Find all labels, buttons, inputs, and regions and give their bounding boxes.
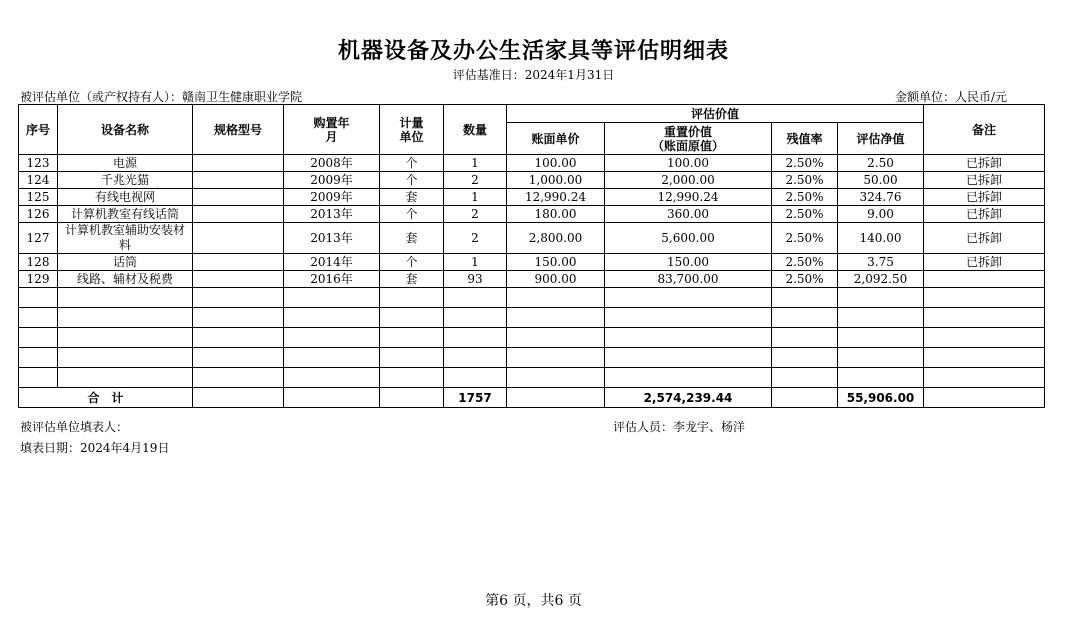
cell-rate: 2.50% <box>772 206 838 223</box>
total-note <box>924 388 1045 408</box>
cell-price: 2,800.00 <box>507 223 605 254</box>
cell-date: 2013年 <box>284 223 380 254</box>
cell-note: 已拆卸 <box>924 155 1045 172</box>
cell-price: 180.00 <box>507 206 605 223</box>
cell-rate: 2.50% <box>772 155 838 172</box>
cell-spec <box>193 254 284 271</box>
cell-note: 已拆卸 <box>924 189 1045 206</box>
cell-note: 已拆卸 <box>924 254 1045 271</box>
cell-net: 2,092.50 <box>838 271 924 288</box>
cell-replace: 5,600.00 <box>605 223 772 254</box>
total-qty: 1757 <box>444 388 507 408</box>
fill-date: 填表日期：2024年4月19日 <box>20 441 170 455</box>
cell-seq: 129 <box>19 271 58 288</box>
header-residual-rate: 残值率 <box>772 123 838 155</box>
cell-qty: 1 <box>444 254 507 271</box>
cell-qty: 93 <box>444 271 507 288</box>
header-replacement-value <box>605 123 772 155</box>
cell-qty: 2 <box>444 223 507 254</box>
cell-price: 100.00 <box>507 155 605 172</box>
cell-name: 千兆光猫 <box>58 172 193 189</box>
header-unit: 计量单位 <box>380 105 444 155</box>
empty-row <box>19 368 1045 388</box>
cell-net: 9.00 <box>838 206 924 223</box>
cell-rate: 2.50% <box>772 172 838 189</box>
cell-name: 计算机教室有线话筒 <box>58 206 193 223</box>
header-net-value: 评估净值 <box>838 123 924 155</box>
cell-unit: 个 <box>380 254 444 271</box>
equipment-detail-table <box>18 104 1045 408</box>
cell-price: 900.00 <box>507 271 605 288</box>
cell-seq: 127 <box>19 223 58 254</box>
cell-seq: 125 <box>19 189 58 206</box>
empty-row <box>19 328 1045 348</box>
table-row <box>19 172 1045 189</box>
total-price <box>507 388 605 408</box>
cell-replace: 100.00 <box>605 155 772 172</box>
empty-row <box>19 288 1045 308</box>
cell-net: 3.75 <box>838 254 924 271</box>
cell-unit: 套 <box>380 223 444 254</box>
empty-row <box>19 308 1045 328</box>
total-net: 55,906.00 <box>838 388 924 408</box>
cell-name: 计算机教室辅助安装材料 <box>58 223 193 254</box>
header-seq: 序号 <box>19 105 58 155</box>
empty-row <box>19 348 1045 368</box>
table-row <box>19 271 1045 288</box>
cell-name: 电源 <box>58 155 193 172</box>
table-row <box>19 254 1045 271</box>
cell-qty: 1 <box>444 189 507 206</box>
cell-replace: 2,000.00 <box>605 172 772 189</box>
cell-date: 2009年 <box>284 172 380 189</box>
cell-spec <box>193 271 284 288</box>
table-row <box>19 189 1045 206</box>
cell-spec <box>193 172 284 189</box>
cell-note: 已拆卸 <box>924 206 1045 223</box>
page-number: 第6 页，共6 页 <box>485 593 582 609</box>
cell-unit: 套 <box>380 271 444 288</box>
cell-unit: 个 <box>380 155 444 172</box>
cell-spec <box>193 223 284 254</box>
cell-qty: 2 <box>444 206 507 223</box>
total-replace: 2,574,239.44 <box>605 388 772 408</box>
valuation-base-date: 评估基准日：2024年1月31日 <box>452 68 615 82</box>
total-rate <box>772 388 838 408</box>
header-spec: 规格型号 <box>193 105 284 155</box>
header-replacement-line1: 重置价值 <box>663 124 712 139</box>
header-note: 备注 <box>924 105 1045 155</box>
cell-seq: 126 <box>19 206 58 223</box>
cell-date: 2016年 <box>284 271 380 288</box>
cell-date: 2013年 <box>284 206 380 223</box>
header-eval-group: 评估价值 <box>507 105 924 123</box>
cell-note <box>924 271 1045 288</box>
cell-net: 50.00 <box>838 172 924 189</box>
cell-name: 有线电视网 <box>58 189 193 206</box>
cell-seq: 128 <box>19 254 58 271</box>
cell-net: 324.76 <box>838 189 924 206</box>
cell-rate: 2.50% <box>772 271 838 288</box>
cell-date: 2014年 <box>284 254 380 271</box>
cell-note: 已拆卸 <box>924 172 1045 189</box>
table-row <box>19 206 1045 223</box>
assessor-names: 评估人员：李龙宇、杨洋 <box>613 420 746 434</box>
total-spec <box>193 388 284 408</box>
table-row <box>19 155 1045 172</box>
assessed-unit: 被评估单位（或产权持有人）：赣南卫生健康职业学院 <box>20 90 303 104</box>
cell-replace: 150.00 <box>605 254 772 271</box>
cell-seq: 124 <box>19 172 58 189</box>
page-title: 机器设备及办公生活家具等评估明细表 <box>337 39 729 64</box>
cell-spec <box>193 206 284 223</box>
cell-spec <box>193 155 284 172</box>
cell-qty: 2 <box>444 172 507 189</box>
currency-unit: 金额单位：人民币/元 <box>894 90 1007 104</box>
total-date <box>284 388 380 408</box>
total-row <box>19 388 1045 408</box>
cell-qty: 1 <box>444 155 507 172</box>
header-book-price: 账面单价 <box>507 123 605 155</box>
cell-rate: 2.50% <box>772 223 838 254</box>
header-replacement-line2: （账面原值） <box>651 138 724 153</box>
cell-unit: 个 <box>380 172 444 189</box>
cell-rate: 2.50% <box>772 189 838 206</box>
cell-name: 线路、辅材及税费 <box>58 271 193 288</box>
total-label: 合 计 <box>19 388 193 408</box>
header-purchase-date: 购置年月 <box>284 105 380 155</box>
cell-net: 140.00 <box>838 223 924 254</box>
cell-price: 12,990.24 <box>507 189 605 206</box>
header-qty: 数量 <box>444 105 507 155</box>
cell-seq: 123 <box>19 155 58 172</box>
cell-unit: 套 <box>380 189 444 206</box>
cell-date: 2009年 <box>284 189 380 206</box>
cell-date: 2008年 <box>284 155 380 172</box>
cell-price: 150.00 <box>507 254 605 271</box>
cell-rate: 2.50% <box>772 254 838 271</box>
cell-spec <box>193 189 284 206</box>
cell-replace: 83,700.00 <box>605 271 772 288</box>
cell-name: 话筒 <box>58 254 193 271</box>
cell-note: 已拆卸 <box>924 223 1045 254</box>
form-filler: 被评估单位填表人： <box>20 420 129 434</box>
cell-unit: 个 <box>380 206 444 223</box>
table-row <box>19 223 1045 254</box>
cell-replace: 12,990.24 <box>605 189 772 206</box>
total-unit <box>380 388 444 408</box>
header-name: 设备名称 <box>58 105 193 155</box>
cell-price: 1,000.00 <box>507 172 605 189</box>
cell-replace: 360.00 <box>605 206 772 223</box>
cell-net: 2.50 <box>838 155 924 172</box>
